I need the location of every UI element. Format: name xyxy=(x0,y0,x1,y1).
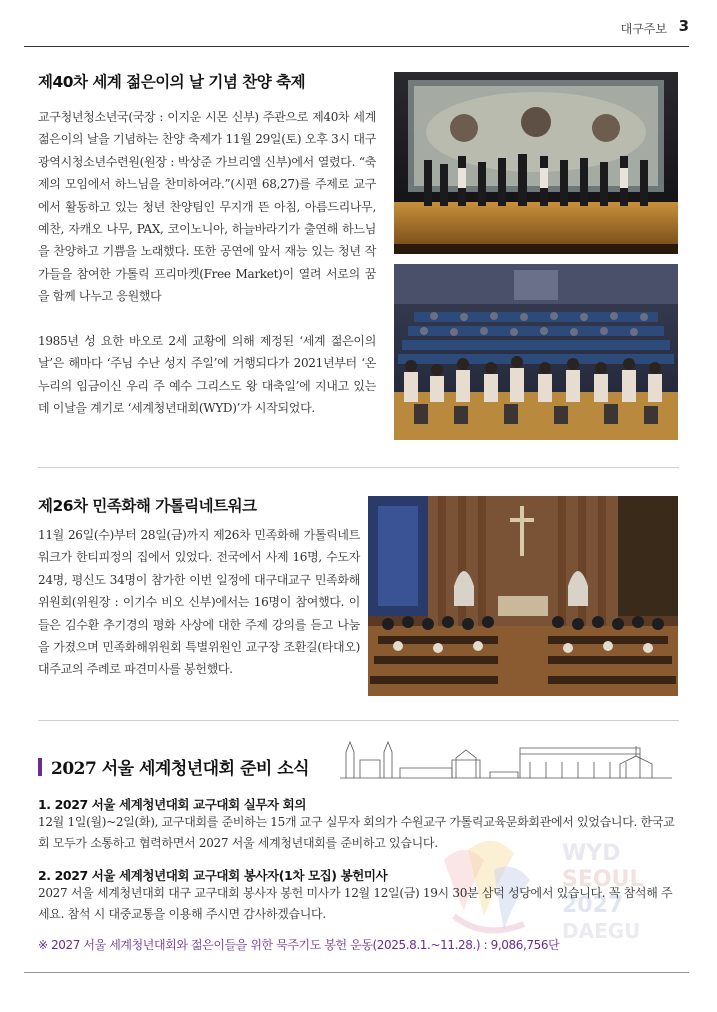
section-divider-2 xyxy=(38,720,679,721)
section1-body: 교구청년청소년국(국장 : 이지운 시몬 신부) 주관으로 제40차 세계 젊은이의 날을 기념하는 찬양 축제가 11월 29일(토) 오후 3시 대구광역시청소년수련원(원장 : 박상준 가브리엘 신부)에서 열렸다. “축제의 모임에서 하느님을 찬미하여라.”(시편 68,27)를 주제로 교구에서 활동하고 있는 청년 찬양팀인 무지개 뜬 아침, 아름드리나무, 예찬, 자캐오 나무, PAX, 코이노니아, 하늘바라기가 출연해 하느님을 찬양하고 기쁨을 노래했다. 또한 공연에 앞서 재능 있는 청년 작가들을 참여한 가톨릭 프리마켓(Free Market)이 열려 서로의 꿈을 함께 나누고 응원했다 xyxy=(38,110,376,304)
auditorium-group-photo xyxy=(394,264,678,440)
concert-stage-photo xyxy=(394,72,678,254)
section-divider-1 xyxy=(38,467,679,468)
section3-title xyxy=(38,754,309,779)
rosary-campaign-note: ※ 2027 서울 세계청년대회와 젊은이들을 위한 묵주기도 봉헌 운동(2025.8.1.~11.28.) : 9,086,756단 xyxy=(38,938,560,952)
item1-title: 1. 2027 서울 세계청년대회 교구대회 실무자 회의 xyxy=(38,797,307,812)
item1-body: 12월 1일(월)~2일(화), 교구대회를 준비하는 15개 교구 실무자 회의가 수원교구 가톨릭교육문화회관에서 있었습니다. 한국교회 모두가 소통하고 협력하면서 2027 서울 세계청년대회를 준비하고 있습니다. xyxy=(38,815,675,850)
svg-text:SEOUL: SEOUL xyxy=(562,867,644,892)
svg-text:2027: 2027 xyxy=(562,893,624,918)
section2-title: 제26차 민족화해 가톨릭네트워크 xyxy=(38,497,257,515)
footer-rule xyxy=(24,972,689,973)
page-number: 3 xyxy=(678,17,689,35)
item2-body: 2027 서울 세계청년대회 대구 교구대회 봉사자 봉헌 미사가 12월 12일(금) 19시 30분 삼덕 성당에서 있습니다. 꼭 참석해 주세요. 참석 시 대중교통을 이용해 주시면 감사하겠습니다. xyxy=(38,886,673,921)
chapel-mass-photo xyxy=(368,496,678,696)
section1-body-2: 1985년 성 요한 바오로 2세 교황에 의해 제정된 ‘세계 젊은이의 날’은 해마다 ‘주님 수난 성지 주일’에 거행되다가 2021년부터 ‘온 누리의 임금이신 우리 주 예수 그리스도 왕 대축일’에 지내고 있는데 이날을 계기로 ‘세계청년대회(WYD)’가 시작되었다. xyxy=(38,334,376,416)
section1-title: 제40차 세계 젊은이의 날 기념 찬양 축제 xyxy=(38,73,306,91)
section2-body: 11월 26일(수)부터 28일(금)까지 제26차 민족화해 가톨릭네트워크가 한티피정의 집에서 있었다. 전국에서 사제 16명, 수도자 24명, 평신도 34명이 참가한 이번 일정에 대구대교구 민족화해위원회(위원장 : 이기수 비오 신부)에서는 16명이 참여했다. 이들은 김수환 추기경의 평화 사상에 대한 주제 강의를 듣고 나눔을 가졌으며 민족화해위원회 특별위원인 교구장 조환길(타대오) 대주교의 주례로 파견미사를 봉헌했다. xyxy=(38,528,360,677)
seoul-skyline-illustration xyxy=(340,738,672,780)
item2-title: 2. 2027 서울 세계청년대회 교구대회 봉사자(1차 모집) 봉헌미사 xyxy=(38,868,388,883)
publication-name: 대구주보 xyxy=(620,22,667,36)
svg-text:DAEGU: DAEGU xyxy=(562,919,641,943)
page-header xyxy=(24,0,689,47)
svg-text:WYD: WYD xyxy=(562,841,621,866)
title-accent-bar xyxy=(38,758,42,776)
section3-title-text: 2027 서울 세계청년대회 준비 소식 xyxy=(51,759,310,779)
